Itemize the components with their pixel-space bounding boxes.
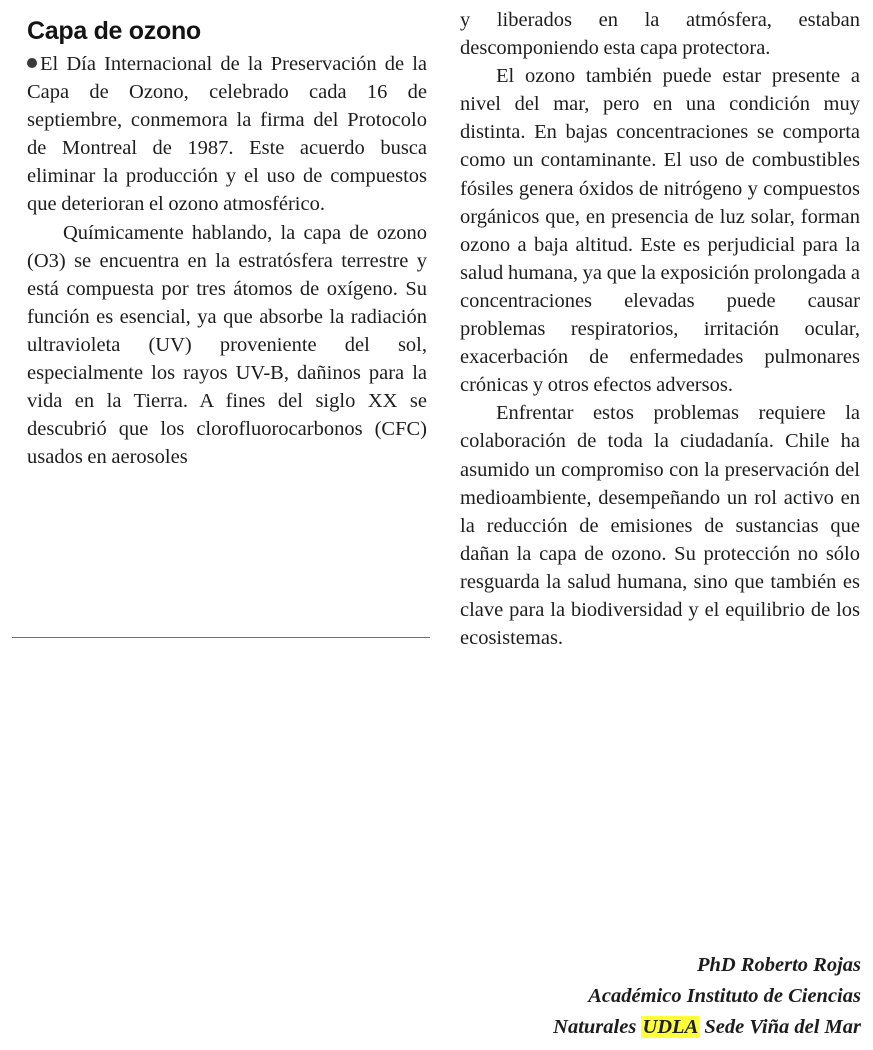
author-affiliation bbox=[553, 1012, 861, 1043]
paragraph-conclusion: Enfrentar estos problemas requiere la colaboración de toda la ciudadanía. Chile ha asumido un compromiso con la preservación del medioambiente, desempeñando un rol activo en la reducción de emisiones de sustancias que dañan la capa de ozono. Su protección no sólo resguarda la salud humana, sino que también es clave para la biodiversidad y el equilibrio de los ecosistemas. bbox=[460, 402, 860, 650]
paragraph-sea-level-ozone: El ozono también puede estar presente a nivel del mar, pero en una condición muy distinta. En bajas concentraciones se comporta como un contaminante. El uso de combustibles fósiles genera óxidos de nitrógeno y compuestos orgánicos que, en presencia de luz solar, forman ozono a baja altitud. Este es perjudicial para la salud humana, ya que la exposición prolongada a concentraciones elevadas puede causar problemas respiratorios, irritación ocular, exacerbación de enfermedades pulmonares crónicas y otros efectos adversos. bbox=[460, 65, 860, 397]
affiliation-suffix: Sede Viña del Mar bbox=[704, 1016, 861, 1038]
affiliation-highlight: UDLA bbox=[642, 1016, 699, 1038]
article-title: Capa de ozono bbox=[27, 17, 201, 45]
paragraph-chemistry: Químicamente hablando, la capa de ozono (O3) se encuentra en la estratósfera terrestre y está compuesta por tres átomos de oxígeno. Su función es esencial, ya que absorbe la radiación ultravioleta (UV) proveniente del sol, especialmente los rayos UV-B, dañinos para la vida en la Tierra. A fines del siglo XX se descubrió que los clorofluorocarbonos (CFC) usados en aerosoles bbox=[27, 221, 427, 469]
right-column bbox=[460, 6, 860, 652]
author-signature bbox=[553, 950, 861, 1043]
bullet-icon bbox=[27, 58, 37, 68]
left-column bbox=[27, 12, 427, 471]
author-role: Académico Instituto de Ciencias bbox=[588, 985, 861, 1007]
paragraph-intro-text: El Día Internacional de la Preservación de la Capa de Ozono, celebrado cada 16 de septiembre, conmemora la firma del Protocolo de Montreal de 1987. Este acuerdo busca eliminar la producción y el uso de compuestos que deterioran el ozono atmosférico. bbox=[27, 53, 427, 216]
affiliation-prefix: Naturales bbox=[553, 1016, 637, 1038]
author-name: PhD Roberto Rojas bbox=[696, 954, 861, 976]
column-divider-rule bbox=[12, 637, 430, 638]
paragraph-chemistry-continued: y liberados en la atmósfera, estaban descomponiendo esta capa protectora. bbox=[460, 9, 860, 60]
paragraph-intro bbox=[27, 50, 427, 219]
